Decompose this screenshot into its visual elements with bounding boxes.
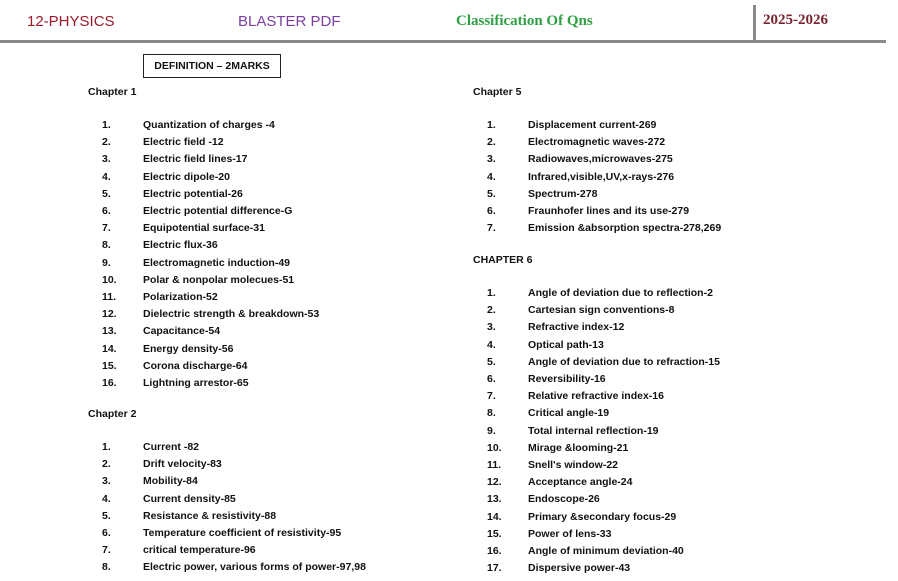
chapter-title: Chapter 1 [88,86,137,98]
list-item [88,510,468,527]
list-item-label: Total internal reflection-19 [528,424,659,437]
list-item-label: Dispersive power-43 [528,562,631,575]
list-item-label: Fraunhofer lines and its use-279 [528,205,690,217]
list-item [88,153,468,170]
list-item-number: 2. [487,136,496,149]
list-item-label: Electric dipole-20 [143,170,230,183]
list-item-number: 5. [102,509,111,522]
list-item-label: Electric flux-36 [143,239,218,252]
list-item-label: Primary &secondary focus-29 [528,510,677,523]
list-item [473,442,853,459]
list-item-number: 6. [487,373,496,385]
list-item-label: Emission &absorption spectra-278,269 [528,222,722,235]
list-item-number: 17. [487,562,502,575]
list-item-label: Electromagnetic induction-49 [143,256,291,269]
list-item-label: Resistance & resistivity-88 [143,509,277,522]
list-item-number: 14. [487,510,502,523]
list-item [88,458,468,475]
list-item-label: Electric potential-26 [143,187,243,200]
list-item-number: 8. [487,407,496,420]
list-item [88,257,468,274]
list-item-label: Angle of deviation due to reflection-2 [528,287,713,299]
list-item [88,239,468,256]
list-item-number: 1. [487,287,496,299]
list-item-number: 5. [102,187,111,200]
list-item-label: Displacement current-269 [528,119,657,131]
list-item-number: 12. [487,476,502,489]
list-item-number: 4. [102,170,111,183]
list-item [88,527,468,544]
list-item-label: Relative refractive index-16 [528,390,664,403]
list-item-number: 2. [102,136,111,149]
list-item-number: 11. [487,459,502,471]
list-item [473,562,853,579]
header-rule [0,40,886,43]
list-item-number: 10. [487,441,502,454]
list-item-number: 15. [102,359,117,372]
list-item-label: Current -82 [143,441,200,453]
list-item [88,171,468,188]
subject-label: 12-PHYSICS [27,13,115,30]
list-item-label: Infrared,visible,UV,x-rays-276 [528,170,675,183]
list-item-label: Angle of deviation due to refraction-15 [528,355,720,368]
list-item-label: Temperature coefficient of resistivity-95 [143,527,342,539]
list-item [473,153,853,170]
brand-label: BLASTER PDF [238,13,341,30]
list-item-number: 8. [102,239,111,252]
list-item-label: Electric field -12 [143,136,224,149]
list-item-number: 5. [487,355,496,368]
list-item-number: 10. [102,273,117,286]
list-item [88,475,468,492]
list-item [88,325,468,342]
list-item [473,304,853,321]
list-item-label: Energy density-56 [143,342,234,355]
list-item-number: 11. [102,291,117,303]
list-item-label: Corona discharge-64 [143,359,248,372]
list-item-number: 3. [487,321,496,334]
list-item-number: 4. [487,338,496,351]
list-item [473,171,853,188]
list-item-label: Reversibility-16 [528,373,606,385]
list-item-label: Dielectric strength & breakdown-53 [143,308,320,321]
list-item-number: 3. [102,153,111,166]
chapter-title: CHAPTER 6 [473,254,533,266]
list-item [473,390,853,407]
list-item-label: Snell's window-22 [528,459,619,471]
list-item-number: 16. [102,377,117,389]
list-item [88,441,468,458]
list-item-number: 13. [102,325,117,338]
list-item-number: 9. [102,256,111,269]
list-item-number: 3. [487,153,496,166]
list-item [473,425,853,442]
list-item-label: Radiowaves,microwaves-275 [528,153,673,166]
list-item-number: 2. [102,458,111,471]
list-item [473,459,853,476]
list-item [88,205,468,222]
list-item [473,205,853,222]
list-item [473,321,853,338]
list-item-label: Electric field lines-17 [143,153,248,166]
list-item [88,561,468,578]
list-item-number: 4. [102,492,111,505]
list-item-number: 1. [487,119,496,131]
list-item [88,274,468,291]
list-item-label: Mobility-84 [143,475,198,488]
list-item [473,188,853,205]
list-item [88,308,468,325]
academic-year: 2025-2026 [763,12,828,28]
list-item-label: Lightning arrestor-65 [143,377,249,389]
list-item [88,343,468,360]
list-item-label: Equipotential surface-31 [143,222,265,235]
list-item-label: Optical path-13 [528,338,604,351]
list-item-label: Electric potential difference-G [143,205,293,217]
list-item-number: 4. [487,170,496,183]
list-item-number: 7. [102,544,111,557]
list-item-number: 6. [102,527,111,539]
page-header [0,0,898,44]
list-item-number: 5. [487,187,496,200]
list-item-label: Polarization-52 [143,291,218,303]
list-item [88,291,468,308]
document-title: Classification Of Qns [456,13,593,29]
list-item [473,476,853,493]
list-item [473,511,853,528]
list-item-number: 14. [102,342,117,355]
list-item-label: Endoscope-26 [528,493,600,506]
list-item [473,407,853,424]
list-item-label: Power of lens-33 [528,527,612,540]
list-item-label: Current density-85 [143,492,236,505]
list-item [473,119,853,136]
list-item [473,545,853,562]
list-item [88,136,468,153]
chapter-title: Chapter 2 [88,408,137,420]
header-divider [753,5,756,41]
list-item-number: 3. [102,475,111,488]
list-item-number: 2. [487,304,496,317]
list-item-number: 16. [487,545,502,557]
list-item-label: Spectrum-278 [528,187,598,200]
list-item [473,356,853,373]
list-item-label: Drift velocity-83 [143,458,222,471]
list-item-number: 13. [487,493,502,506]
list-item [88,222,468,239]
list-item-label: Acceptance angle-24 [528,476,633,489]
list-item [88,360,468,377]
list-item-number: 12. [102,308,117,321]
list-item [88,119,468,136]
list-item-label: Mirage &looming-21 [528,441,629,454]
list-item [473,528,853,545]
list-item-label: Electromagnetic waves-272 [528,136,666,149]
list-item-label: Refractive index-12 [528,321,625,334]
list-item-number: 6. [102,205,111,217]
list-item-label: Polar & nonpolar molecues-51 [143,273,295,286]
list-item-label: Electric power, various forms of power-97,98 [143,561,366,574]
list-item-label: Critical angle-19 [528,407,610,420]
list-item [473,339,853,356]
list-item-number: 8. [102,561,111,574]
list-item [473,287,853,304]
list-item-number: 6. [487,205,496,217]
list-item-number: 15. [487,527,502,540]
list-item-number: 7. [487,390,496,403]
list-item-number: 1. [102,119,111,131]
list-item [88,544,468,561]
list-item [473,222,853,239]
list-item-label: Angle of minimum deviation-40 [528,545,684,557]
definition-box: DEFINITION – 2MARKS [143,54,281,78]
list-item-label: Quantization of charges -4 [143,119,275,131]
list-item-label: Capacitance-54 [143,325,221,338]
list-item [88,188,468,205]
list-item-number: 7. [487,222,496,235]
list-item [88,377,468,394]
list-item [473,373,853,390]
list-item [473,493,853,510]
list-item [88,493,468,510]
list-item-label: critical temperature-96 [143,544,256,557]
list-item-number: 9. [487,424,496,437]
chapter-title: Chapter 5 [473,86,522,98]
list-item-label: Cartesian sign conventions-8 [528,304,675,317]
list-item-number: 1. [102,441,111,453]
list-item-number: 7. [102,222,111,235]
list-item [473,136,853,153]
